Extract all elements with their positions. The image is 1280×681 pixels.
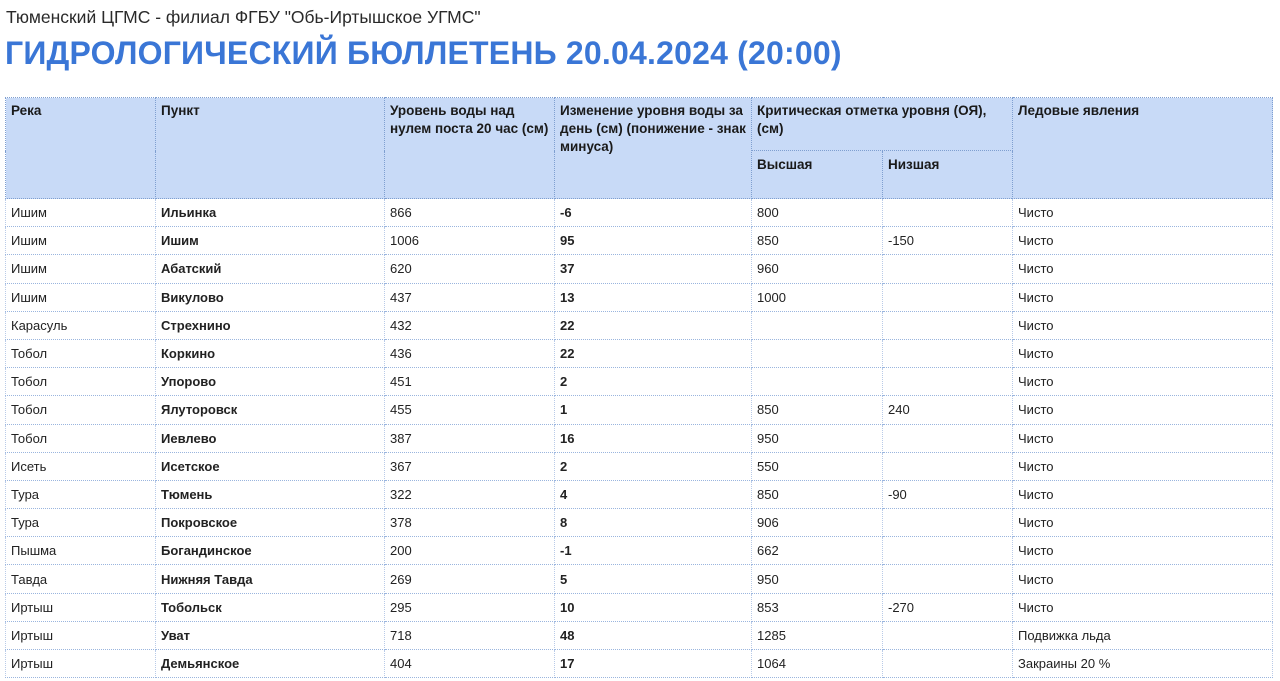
cell-level: 432 [385, 311, 555, 339]
table-row [6, 452, 1273, 480]
cell-change: 37 [555, 255, 752, 283]
cell-change: 22 [555, 339, 752, 367]
cell-ice: Чисто [1013, 452, 1273, 480]
cell-critical-high: 662 [752, 537, 883, 565]
cell-station: Исетское [156, 452, 385, 480]
table-row [6, 339, 1273, 367]
cell-change: 22 [555, 311, 752, 339]
column-header-level: Уровень воды над нулем поста 20 час (см) [385, 98, 555, 199]
cell-level: 437 [385, 283, 555, 311]
cell-change: 10 [555, 593, 752, 621]
cell-critical-low: -90 [883, 480, 1013, 508]
cell-river: Тобол [6, 368, 156, 396]
cell-station: Демьянское [156, 650, 385, 678]
cell-critical-low [883, 311, 1013, 339]
cell-river: Ишим [6, 227, 156, 255]
cell-change: 17 [555, 650, 752, 678]
cell-river: Тура [6, 509, 156, 537]
cell-ice: Подвижка льда [1013, 621, 1273, 649]
column-header-critical-low: Низшая [883, 151, 1013, 199]
cell-critical-low [883, 452, 1013, 480]
cell-level: 295 [385, 593, 555, 621]
table-row [6, 650, 1273, 678]
table-row [6, 565, 1273, 593]
cell-ice: Чисто [1013, 565, 1273, 593]
cell-ice: Чисто [1013, 227, 1273, 255]
cell-change: 5 [555, 565, 752, 593]
cell-critical-high: 906 [752, 509, 883, 537]
cell-change: 16 [555, 424, 752, 452]
cell-critical-high: 850 [752, 227, 883, 255]
cell-critical-high: 1285 [752, 621, 883, 649]
cell-change: 2 [555, 368, 752, 396]
column-header-critical-high: Высшая [752, 151, 883, 199]
cell-river: Тобол [6, 339, 156, 367]
cell-station: Коркино [156, 339, 385, 367]
cell-critical-high: 850 [752, 396, 883, 424]
cell-critical-high: 800 [752, 199, 883, 227]
cell-level: 866 [385, 199, 555, 227]
cell-change: 4 [555, 480, 752, 508]
cell-critical-low [883, 650, 1013, 678]
cell-critical-high: 1064 [752, 650, 883, 678]
cell-station: Иевлево [156, 424, 385, 452]
cell-ice: Чисто [1013, 339, 1273, 367]
table-row [6, 396, 1273, 424]
hydrology-table [5, 97, 1273, 678]
cell-ice: Чисто [1013, 199, 1273, 227]
cell-level: 269 [385, 565, 555, 593]
cell-critical-high: 950 [752, 565, 883, 593]
table-row [6, 255, 1273, 283]
table-row [6, 424, 1273, 452]
cell-critical-high [752, 339, 883, 367]
table-row [6, 311, 1273, 339]
cell-ice: Чисто [1013, 255, 1273, 283]
cell-level: 387 [385, 424, 555, 452]
cell-change: 1 [555, 396, 752, 424]
cell-change: 95 [555, 227, 752, 255]
cell-change: -6 [555, 199, 752, 227]
cell-river: Иртыш [6, 650, 156, 678]
cell-level: 378 [385, 509, 555, 537]
table-row [6, 593, 1273, 621]
cell-station: Викулово [156, 283, 385, 311]
cell-critical-high: 950 [752, 424, 883, 452]
cell-critical-low [883, 199, 1013, 227]
cell-critical-low: -150 [883, 227, 1013, 255]
cell-level: 200 [385, 537, 555, 565]
cell-ice: Чисто [1013, 509, 1273, 537]
cell-level: 322 [385, 480, 555, 508]
cell-critical-low [883, 424, 1013, 452]
table-body [6, 199, 1273, 678]
column-header-change: Изменение уровня воды за день (см) (понижение - знак минуса) [555, 98, 752, 199]
cell-station: Ильинка [156, 199, 385, 227]
cell-critical-low [883, 368, 1013, 396]
cell-river: Иртыш [6, 621, 156, 649]
cell-river: Ишим [6, 255, 156, 283]
cell-station: Тобольск [156, 593, 385, 621]
page-title: ГИДРОЛОГИЧЕСКИЙ БЮЛЛЕТЕНЬ 20.04.2024 (20:00) [5, 35, 842, 71]
cell-river: Исеть [6, 452, 156, 480]
cell-level: 718 [385, 621, 555, 649]
table-row [6, 227, 1273, 255]
cell-river: Тавда [6, 565, 156, 593]
table-row [6, 283, 1273, 311]
column-header-station: Пункт [156, 98, 385, 199]
cell-ice: Чисто [1013, 424, 1273, 452]
cell-critical-low [883, 283, 1013, 311]
cell-ice: Закраины 20 % [1013, 650, 1273, 678]
cell-station: Ялуторовск [156, 396, 385, 424]
cell-station: Уват [156, 621, 385, 649]
cell-ice: Чисто [1013, 283, 1273, 311]
cell-ice: Чисто [1013, 537, 1273, 565]
table-row [6, 509, 1273, 537]
cell-river: Карасуль [6, 311, 156, 339]
cell-level: 436 [385, 339, 555, 367]
cell-critical-low [883, 255, 1013, 283]
cell-river: Ишим [6, 283, 156, 311]
cell-station: Покровское [156, 509, 385, 537]
cell-level: 455 [385, 396, 555, 424]
cell-critical-high: 550 [752, 452, 883, 480]
cell-river: Тура [6, 480, 156, 508]
cell-ice: Чисто [1013, 368, 1273, 396]
cell-critical-high: 960 [752, 255, 883, 283]
cell-change: 48 [555, 621, 752, 649]
cell-river: Иртыш [6, 593, 156, 621]
cell-critical-low: -270 [883, 593, 1013, 621]
organization-name: Тюменский ЦГМС - филиал ФГБУ "Обь-Иртышское УГМС" [6, 7, 481, 27]
cell-station: Тюмень [156, 480, 385, 508]
cell-critical-high: 853 [752, 593, 883, 621]
cell-change: 2 [555, 452, 752, 480]
cell-critical-low [883, 537, 1013, 565]
table-row [6, 199, 1273, 227]
cell-level: 404 [385, 650, 555, 678]
table-row [6, 621, 1273, 649]
cell-river: Пышма [6, 537, 156, 565]
cell-station: Ишим [156, 227, 385, 255]
cell-critical-low [883, 339, 1013, 367]
cell-critical-low [883, 621, 1013, 649]
column-header-ice: Ледовые явления [1013, 98, 1273, 199]
cell-critical-high [752, 368, 883, 396]
cell-ice: Чисто [1013, 480, 1273, 508]
cell-ice: Чисто [1013, 593, 1273, 621]
table-row [6, 537, 1273, 565]
cell-station: Упорово [156, 368, 385, 396]
cell-critical-high: 850 [752, 480, 883, 508]
table-row [6, 480, 1273, 508]
cell-ice: Чисто [1013, 311, 1273, 339]
cell-change: 8 [555, 509, 752, 537]
cell-station: Абатский [156, 255, 385, 283]
cell-change: 13 [555, 283, 752, 311]
cell-station: Богандинское [156, 537, 385, 565]
cell-critical-high: 1000 [752, 283, 883, 311]
cell-level: 1006 [385, 227, 555, 255]
cell-critical-low: 240 [883, 396, 1013, 424]
cell-level: 367 [385, 452, 555, 480]
cell-change: -1 [555, 537, 752, 565]
cell-critical-low [883, 565, 1013, 593]
cell-station: Нижняя Тавда [156, 565, 385, 593]
cell-critical-low [883, 509, 1013, 537]
cell-river: Тобол [6, 396, 156, 424]
column-header-critical: Критическая отметка уровня (ОЯ), (см) [752, 98, 1013, 151]
cell-level: 451 [385, 368, 555, 396]
table-row [6, 368, 1273, 396]
cell-ice: Чисто [1013, 396, 1273, 424]
cell-station: Стрехнино [156, 311, 385, 339]
cell-river: Ишим [6, 199, 156, 227]
cell-level: 620 [385, 255, 555, 283]
cell-river: Тобол [6, 424, 156, 452]
cell-critical-high [752, 311, 883, 339]
column-header-river: Река [6, 98, 156, 199]
